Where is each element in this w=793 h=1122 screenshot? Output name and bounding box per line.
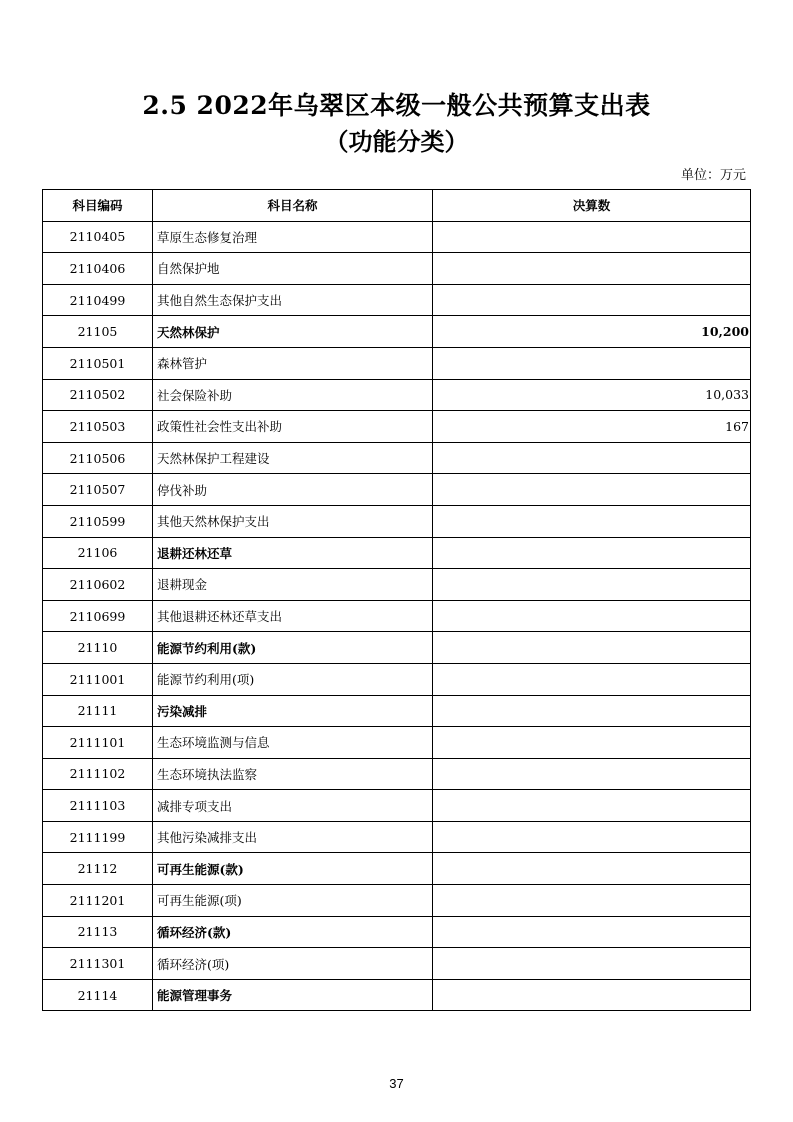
header-name: 科目名称 (153, 190, 433, 222)
row-amount (433, 221, 751, 253)
row-name: 污染减排 (153, 695, 433, 727)
row-code: 21111 (43, 695, 153, 727)
table-row (43, 885, 751, 917)
table-row (43, 916, 751, 948)
row-name: 能源节约利用(项) (153, 663, 433, 695)
table-row (43, 379, 751, 411)
row-amount (433, 284, 751, 316)
row-code: 21105 (43, 316, 153, 348)
row-amount (433, 853, 751, 885)
page-subtitle: （功能分类） (324, 127, 469, 156)
row-amount: 10,033 (433, 379, 751, 411)
row-code: 2111199 (43, 821, 153, 853)
row-amount (433, 695, 751, 727)
row-name: 可再生能源(项) (153, 885, 433, 917)
row-code: 2110599 (43, 505, 153, 537)
table-row (43, 253, 751, 285)
row-code: 21112 (43, 853, 153, 885)
row-amount (433, 600, 751, 632)
row-code: 2111101 (43, 727, 153, 759)
page-number: 37 (389, 1076, 404, 1091)
row-code: 21113 (43, 916, 153, 948)
row-name: 其他退耕还林还草支出 (153, 600, 433, 632)
row-name: 循环经济(款) (153, 916, 433, 948)
row-amount (433, 948, 751, 980)
table-row (43, 632, 751, 664)
row-name: 能源管理事务 (153, 979, 433, 1011)
table-row (43, 505, 751, 537)
page-title: 2.5 2022年乌翠区本级一般公共预算支出表 (142, 91, 651, 120)
row-name: 退耕还林还草 (153, 537, 433, 569)
table-row (43, 347, 751, 379)
row-code: 2111102 (43, 758, 153, 790)
row-code: 21114 (43, 979, 153, 1011)
table-row (43, 727, 751, 759)
row-code: 2111103 (43, 790, 153, 822)
row-amount (433, 569, 751, 601)
row-amount (433, 474, 751, 506)
row-code: 2110503 (43, 411, 153, 443)
table-row (43, 853, 751, 885)
row-amount (433, 758, 751, 790)
table-row (43, 790, 751, 822)
table-header-row (43, 190, 751, 222)
row-name: 循环经济(项) (153, 948, 433, 980)
row-code: 2110501 (43, 347, 153, 379)
row-code: 2110502 (43, 379, 153, 411)
budget-table (42, 189, 751, 1011)
table-row (43, 979, 751, 1011)
row-name: 停伐补助 (153, 474, 433, 506)
row-name: 能源节约利用(款) (153, 632, 433, 664)
row-code: 2110507 (43, 474, 153, 506)
table-row (43, 537, 751, 569)
row-name: 可再生能源(款) (153, 853, 433, 885)
row-name: 减排专项支出 (153, 790, 433, 822)
table-row (43, 695, 751, 727)
row-amount (433, 505, 751, 537)
row-amount (433, 885, 751, 917)
header-amount: 决算数 (433, 190, 751, 222)
row-name: 社会保险补助 (153, 379, 433, 411)
table-row (43, 821, 751, 853)
row-amount: 167 (433, 411, 751, 443)
row-name: 天然林保护工程建设 (153, 442, 433, 474)
row-name: 天然林保护 (153, 316, 433, 348)
table-row (43, 316, 751, 348)
table-row (43, 758, 751, 790)
row-code: 21106 (43, 537, 153, 569)
row-amount: 10,200 (433, 316, 751, 348)
row-amount (433, 632, 751, 664)
row-amount (433, 442, 751, 474)
row-name: 退耕现金 (153, 569, 433, 601)
row-code: 21110 (43, 632, 153, 664)
row-code: 2111301 (43, 948, 153, 980)
table-row (43, 284, 751, 316)
row-name: 自然保护地 (153, 253, 433, 285)
table-row (43, 663, 751, 695)
row-amount (433, 347, 751, 379)
row-name: 生态环境监测与信息 (153, 727, 433, 759)
table-row (43, 411, 751, 443)
row-code: 2111001 (43, 663, 153, 695)
table-row (43, 948, 751, 980)
row-amount (433, 790, 751, 822)
row-amount (433, 537, 751, 569)
row-name: 其他自然生态保护支出 (153, 284, 433, 316)
table-row (43, 569, 751, 601)
header-code: 科目编码 (43, 190, 153, 222)
row-code: 2110506 (43, 442, 153, 474)
row-amount (433, 979, 751, 1011)
row-code: 2110406 (43, 253, 153, 285)
row-name: 森林管护 (153, 347, 433, 379)
table-row (43, 221, 751, 253)
row-code: 2110405 (43, 221, 153, 253)
table-row (43, 474, 751, 506)
table-row (43, 600, 751, 632)
row-code: 2110699 (43, 600, 153, 632)
row-name: 其他污染减排支出 (153, 821, 433, 853)
row-amount (433, 663, 751, 695)
row-name: 生态环境执法监察 (153, 758, 433, 790)
row-name: 草原生态修复治理 (153, 221, 433, 253)
row-code: 2111201 (43, 885, 153, 917)
table-row (43, 442, 751, 474)
row-amount (433, 821, 751, 853)
row-amount (433, 727, 751, 759)
row-code: 2110602 (43, 569, 153, 601)
unit-label: 单位：万元 (680, 168, 746, 183)
row-name: 其他天然林保护支出 (153, 505, 433, 537)
row-name: 政策性社会性支出补助 (153, 411, 433, 443)
row-code: 2110499 (43, 284, 153, 316)
row-amount (433, 253, 751, 285)
row-amount (433, 916, 751, 948)
